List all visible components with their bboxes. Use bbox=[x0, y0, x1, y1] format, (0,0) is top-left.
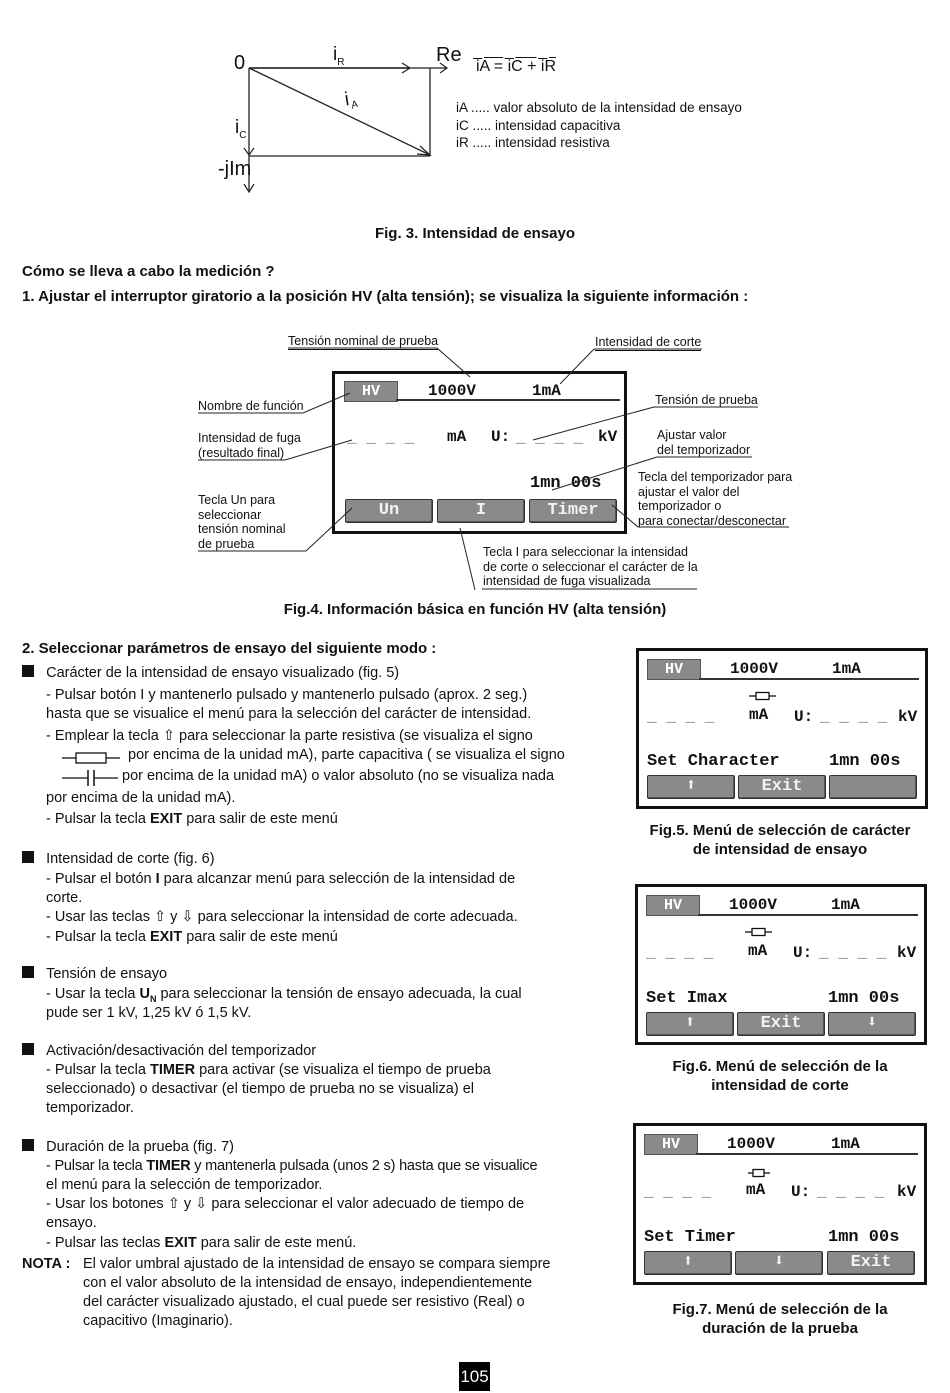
exit-key[interactable]: Exit bbox=[738, 775, 826, 799]
nominal-voltage: 1000V bbox=[729, 896, 778, 914]
cutoff-current: 1mA bbox=[831, 896, 860, 914]
fig7-caption: Fig.7. Menú de selección de la duración de la prueba bbox=[672, 1301, 888, 1337]
leak-dashes: _ _ _ _ bbox=[646, 944, 714, 962]
resistor-symbol-icon bbox=[749, 691, 779, 701]
callout-i-key: Tecla I para seleccionar la intensidad de corte o seleccionar el carácter de la intensidad de fuga visualizada bbox=[483, 545, 698, 588]
callout-test-voltage: Tensión de prueba bbox=[655, 393, 758, 407]
u-unit: kV bbox=[897, 944, 917, 962]
fig6-lcd-screen bbox=[635, 884, 927, 1045]
fig5-lcd-screen bbox=[636, 648, 928, 809]
block-duration-title: Duración de la prueba (fig. 7) bbox=[22, 1138, 234, 1157]
resistor-symbol-icon bbox=[62, 748, 132, 768]
u-dashes: _ _ _ _ bbox=[817, 1183, 885, 1201]
resistor-symbol-icon bbox=[748, 1168, 778, 1178]
u-unit: kV bbox=[898, 708, 918, 726]
text-line: - Usar las teclas ⇧ y ⇩ para seleccionar la intensidad de corte adecuada. bbox=[46, 909, 518, 925]
page-number: 105 bbox=[459, 1362, 490, 1391]
leak-dashes: _ _ _ _ bbox=[647, 708, 715, 726]
block-character-title: Carácter de la intensidad de ensayo visualizado (fig. 5) bbox=[22, 664, 399, 683]
note-label: NOTA : bbox=[22, 1256, 71, 1272]
menu-title: Set Character bbox=[647, 752, 780, 771]
text-line: - Usar los botones ⇧ y ⇩ para seleccionar el valor adecuado de tiempo de bbox=[46, 1196, 525, 1212]
hv-tab: HV bbox=[644, 1134, 698, 1155]
leak-unit: mA bbox=[746, 1181, 766, 1199]
cutoff-current: 1mA bbox=[532, 382, 561, 400]
bullet-icon bbox=[22, 1139, 34, 1151]
bullet-icon bbox=[22, 665, 34, 677]
u-label: U: bbox=[491, 428, 511, 446]
text-line: el menú para la selección de temporizador. bbox=[46, 1177, 323, 1193]
text-line: - Pulsar la tecla EXIT para salir de este menú bbox=[46, 811, 338, 827]
fig7-lcd-screen bbox=[633, 1123, 927, 1285]
text-line: - Pulsar la tecla TIMER para activar (se visualiza el tiempo de prueba bbox=[46, 1062, 491, 1078]
timer-value: 1mn 00s bbox=[829, 752, 901, 771]
u-label: U: bbox=[791, 1183, 811, 1201]
up-arrow-key[interactable]: ⬆ bbox=[647, 775, 735, 799]
fig3-caption: Fig. 3. Intensidad de ensayo bbox=[374, 225, 576, 242]
header-line bbox=[696, 1153, 918, 1155]
leak-unit: mA bbox=[447, 428, 467, 446]
bullet-icon bbox=[22, 851, 34, 863]
legend-ia: iA ..... valor absoluto de la intensidad de ensayo bbox=[456, 100, 742, 115]
u-label: U: bbox=[793, 944, 813, 962]
callout-leak-current: Intensidad de fuga (resultado final) bbox=[198, 431, 301, 460]
note-text-line: del carácter visualizado ajustado, el cual puede ser resistivo (Real) o bbox=[83, 1294, 525, 1310]
fig6-caption: Fig.6. Menú de selección de la intensidad de corte bbox=[672, 1058, 888, 1094]
up-arrow-key[interactable]: ⬆ bbox=[644, 1251, 732, 1275]
cutoff-current: 1mA bbox=[832, 660, 861, 678]
fig4-callout-lines bbox=[0, 0, 950, 620]
text-line: por encima de la unidad mA). bbox=[46, 790, 236, 806]
menu-title: Set Imax bbox=[646, 989, 728, 1008]
u-label: U: bbox=[794, 708, 814, 726]
i-key[interactable]: I bbox=[437, 499, 525, 523]
text-line: por encima de la unidad mA), parte capacitiva ( se visualiza el signo bbox=[128, 747, 565, 763]
blank-key[interactable] bbox=[829, 775, 917, 799]
resistor-symbol-icon bbox=[745, 927, 775, 937]
hv-tab: HV bbox=[646, 895, 700, 916]
callout-timer-key: Tecla del temporizador para ajustar el valor del temporizador o para conectar/desconectar bbox=[638, 470, 793, 528]
callout-timer-adjust: Ajustar valor del temporizador bbox=[657, 428, 751, 457]
exit-key[interactable]: Exit bbox=[737, 1012, 825, 1036]
bullet-icon bbox=[22, 966, 34, 978]
u-unit: kV bbox=[897, 1183, 917, 1201]
timer-value: 1mn 00s bbox=[530, 474, 602, 493]
ia-label: $i_A$ bbox=[341, 89, 360, 112]
fig5-caption: Fig.5. Menú de selección de carácter de intensidad de ensayo bbox=[649, 822, 911, 858]
axis-im-label: -jIm bbox=[218, 158, 252, 180]
text-line: temporizador. bbox=[46, 1100, 134, 1116]
header-line bbox=[699, 678, 919, 680]
ir-label: $i_R$ bbox=[333, 44, 345, 68]
cutoff-current: 1mA bbox=[831, 1135, 860, 1153]
leak-unit: mA bbox=[749, 706, 769, 724]
text-line: ensayo. bbox=[46, 1215, 97, 1231]
timer-value: 1mn 00s bbox=[828, 989, 900, 1008]
text-line: - Pulsar las teclas EXIT para salir de este menú. bbox=[46, 1235, 357, 1251]
text-line: - Pulsar botón I y mantenerlo pulsado y mantenerlo pulsado (aprox. 2 seg.) bbox=[46, 687, 528, 703]
u-dashes: _ _ _ _ bbox=[516, 429, 584, 447]
leak-dashes: _ _ _ _ bbox=[644, 1183, 712, 1201]
timer-key[interactable]: Timer bbox=[529, 499, 617, 523]
hv-tab: HV bbox=[647, 659, 701, 680]
vector-equation: i̅A = i̅C + i̅R bbox=[476, 58, 557, 75]
nominal-voltage: 1000V bbox=[428, 382, 477, 400]
section2-heading: 2. Seleccionar parámetros de ensayo del siguiente modo : bbox=[22, 640, 437, 657]
up-arrow-key[interactable]: ⬆ bbox=[646, 1012, 734, 1036]
down-arrow-key[interactable]: ⬇ bbox=[735, 1251, 823, 1275]
timer-value: 1mn 00s bbox=[828, 1228, 900, 1247]
leak-unit: mA bbox=[748, 942, 768, 960]
text-line: - Pulsar la tecla TIMER y mantenerla pulsada (unos 2 s) hasta que se visualice bbox=[46, 1158, 538, 1174]
legend-ir: iR ..... intensidad resistiva bbox=[456, 135, 610, 150]
callout-un-key: Tecla Un para seleccionar tensión nominal de prueba bbox=[198, 493, 286, 551]
text-line: seleccionado) o desactivar (el tiempo de prueba no se visualiza) el bbox=[46, 1081, 474, 1097]
text-line: - Pulsar la tecla EXIT para salir de este menú bbox=[46, 929, 338, 945]
u-unit: kV bbox=[598, 428, 618, 446]
u-dashes: _ _ _ _ bbox=[820, 708, 888, 726]
u-dashes: _ _ _ _ bbox=[819, 944, 887, 962]
callout-function-name: Nombre de función bbox=[198, 399, 304, 413]
exit-key[interactable]: Exit bbox=[827, 1251, 915, 1275]
axis-re-label: Re bbox=[436, 44, 462, 66]
text-line: por encima de la unidad mA) o valor absoluto (no se visualiza nada bbox=[122, 768, 555, 784]
callout-nominal-voltage: Tensión nominal de prueba bbox=[288, 334, 439, 348]
bullet-icon bbox=[22, 1043, 34, 1055]
text-line: pude ser 1 kV, 1,25 kV ó 1,5 kV. bbox=[46, 1005, 252, 1021]
step1-text: 1. Ajustar el interruptor giratorio a la posición HV (alta tensión); se visualiza la siguiente información : bbox=[22, 288, 749, 305]
legend-ic: iC ..... intensidad capacitiva bbox=[456, 117, 621, 133]
block-cutoff-title: Intensidad de corte (fig. 6) bbox=[22, 850, 215, 869]
note-text-line: con el valor absoluto de la intensidad de ensayo, independientemente bbox=[83, 1275, 533, 1291]
down-arrow-key[interactable]: ⬇ bbox=[828, 1012, 916, 1036]
leak-dashes: _ _ _ _ bbox=[347, 429, 415, 447]
note-text-line: capacitivo (Imaginario). bbox=[83, 1313, 233, 1329]
nominal-voltage: 1000V bbox=[730, 660, 779, 678]
text-line: - Emplear la tecla ⇧ para seleccionar la parte resistiva (se visualiza el signo bbox=[46, 728, 533, 744]
ic-label: $i_C$ bbox=[235, 117, 247, 141]
fig4-caption: Fig.4. Información básica en función HV (alta tensión) bbox=[283, 601, 667, 618]
axis-origin-label: 0 bbox=[234, 52, 246, 74]
text-line: - Usar la tecla $U_N$ para seleccionar la tensión de ensayo adecuada, la cual bbox=[46, 986, 522, 1004]
text-line: hasta que se visualice el menú para la selección del carácter de intensidad. bbox=[46, 706, 532, 722]
nominal-voltage: 1000V bbox=[727, 1135, 776, 1153]
text-line: - Pulsar el botón I para alcanzar menú para selección de la intensidad de bbox=[46, 871, 516, 887]
callout-cutoff-current: Intensidad de corte bbox=[595, 335, 702, 349]
header-line bbox=[698, 914, 918, 916]
block-voltage-title: Tensión de ensayo bbox=[22, 965, 167, 984]
note-text: El valor umbral ajustado de la intensidad de ensayo se compara siempre bbox=[83, 1256, 551, 1272]
menu-title: Set Timer bbox=[644, 1228, 736, 1247]
measurement-question: Cómo se lleva a cabo la medición ? bbox=[22, 263, 275, 280]
un-key[interactable]: Un bbox=[345, 499, 433, 523]
hv-tab: HV bbox=[344, 381, 398, 402]
block-timer-title: Activación/desactivación del temporizador bbox=[22, 1042, 316, 1061]
text-line: corte. bbox=[46, 890, 83, 906]
